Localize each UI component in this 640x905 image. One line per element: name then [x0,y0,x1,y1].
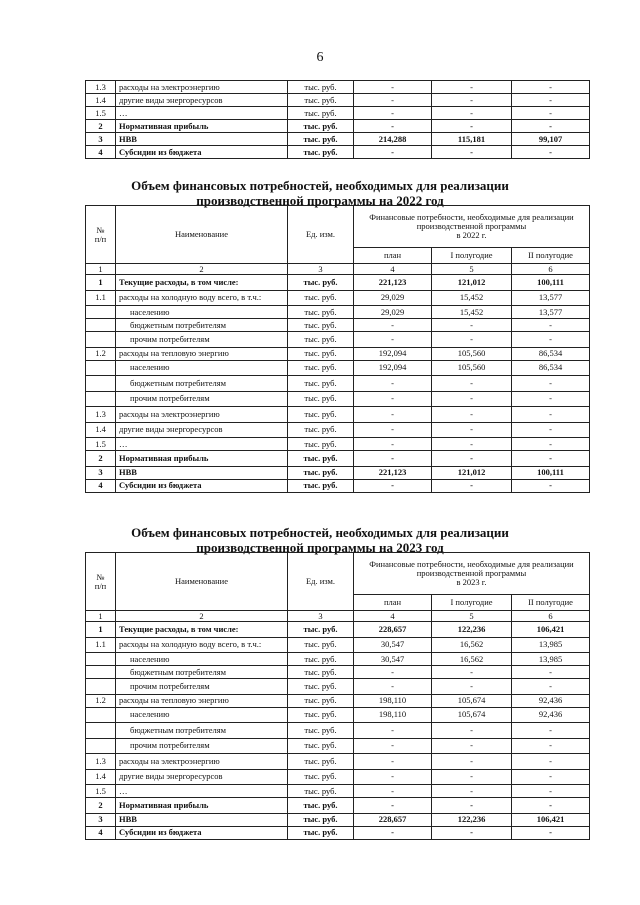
row-unit: тыс. руб. [288,376,354,392]
row-name: … [116,785,288,798]
row-plan-value: - [354,407,432,423]
row-unit: тыс. руб. [288,94,354,107]
row-name: населению [116,653,288,666]
row-number: 1.5 [86,785,116,798]
row-h1-value: 16,562 [432,653,512,666]
row-number: 2 [86,798,116,814]
row-plan-value: 198,110 [354,694,432,707]
row-plan-value: 30,547 [354,653,432,666]
row-number [86,666,116,679]
table-row [86,120,590,133]
header-name: Наименование [116,553,288,611]
row-name: Субсидии из бюджета [116,826,288,839]
row-number: 1.1 [86,637,116,653]
row-h2-value: 92,436 [512,707,590,723]
table-row [86,146,590,159]
row-unit: тыс. руб. [288,738,354,754]
row-h1-value: - [432,376,512,392]
row-number: 1.2 [86,347,116,360]
header-first-half: I полугодие [432,248,512,264]
row-h2-value: - [512,81,590,94]
row-plan-value: - [354,94,432,107]
table-row [86,679,590,695]
row-h2-value: 100,111 [512,275,590,291]
row-number: 1 [86,622,116,638]
row-unit: тыс. руб. [288,146,354,159]
row-unit: тыс. руб. [288,622,354,638]
row-plan-value: 29,029 [354,290,432,306]
row-h2-value: 13,577 [512,290,590,306]
row-plan-value: 30,547 [354,637,432,653]
row-h2-value: - [512,479,590,492]
row-h1-value: - [432,666,512,679]
row-plan-value: - [354,146,432,159]
row-unit: тыс. руб. [288,107,354,120]
row-unit: тыс. руб. [288,275,354,291]
row-unit: тыс. руб. [288,332,354,348]
column-number: 2 [116,264,288,275]
row-plan-value: - [354,319,432,332]
row-unit: тыс. руб. [288,754,354,770]
row-plan-value: 221,123 [354,275,432,291]
row-name: расходы на электроэнергию [116,407,288,423]
table-row [86,466,590,479]
row-h1-value: - [432,391,512,407]
row-h2-value: 86,534 [512,360,590,376]
row-name: расходы на холодную воду всего, в т.ч.: [116,290,288,306]
table-row [86,707,590,723]
row-unit: тыс. руб. [288,694,354,707]
row-h1-value: 105,674 [432,694,512,707]
row-h1-value: - [432,332,512,348]
row-name: расходы на тепловую энергию [116,347,288,360]
table-row [86,290,590,306]
row-plan-value: - [354,451,432,467]
row-name: прочим потребителям [116,391,288,407]
row-h1-value: 115,181 [432,133,512,146]
table-row [86,438,590,451]
row-number: 3 [86,466,116,479]
row-unit: тыс. руб. [288,391,354,407]
row-h1-value: - [432,319,512,332]
row-unit: тыс. руб. [288,723,354,739]
row-unit: тыс. руб. [288,813,354,826]
row-h1-value: - [432,451,512,467]
row-plan-value: - [354,723,432,739]
row-h1-value: - [432,438,512,451]
row-plan-value: 192,094 [354,347,432,360]
row-h2-value: - [512,785,590,798]
table-row [86,723,590,739]
row-h2-value: - [512,107,590,120]
row-h2-value: - [512,666,590,679]
row-name: населению [116,707,288,723]
row-h1-value: 105,674 [432,707,512,723]
column-number: 2 [116,611,288,622]
table-row [86,637,590,653]
table-row [86,391,590,407]
header-unit: Ед. изм. [288,553,354,611]
row-h1-value: - [432,81,512,94]
row-plan-value: 228,657 [354,813,432,826]
row-number: 4 [86,479,116,492]
row-h2-value: - [512,754,590,770]
row-name: населению [116,360,288,376]
row-name: бюджетным потребителям [116,666,288,679]
table-row [86,407,590,423]
row-name: Нормативная прибыль [116,451,288,467]
row-name: населению [116,306,288,319]
row-name: расходы на тепловую энергию [116,694,288,707]
row-h1-value: 122,236 [432,813,512,826]
row-h2-value: 13,577 [512,306,590,319]
row-number [86,306,116,319]
row-h2-value: 13,985 [512,637,590,653]
section-title-2022 [0,178,640,208]
row-h2-value: 92,436 [512,694,590,707]
row-plan-value: - [354,679,432,695]
header-second-half: II полугодие [512,595,590,611]
row-h1-value: 105,560 [432,347,512,360]
row-unit: тыс. руб. [288,785,354,798]
row-h1-value: - [432,94,512,107]
table-row [86,94,590,107]
row-h2-value: 99,107 [512,133,590,146]
row-number: 1.4 [86,422,116,438]
row-number [86,738,116,754]
row-unit: тыс. руб. [288,666,354,679]
row-number [86,360,116,376]
row-h2-value: 100,111 [512,466,590,479]
row-name: прочим потребителям [116,332,288,348]
table-row [86,653,590,666]
row-h1-value: 15,452 [432,306,512,319]
row-number: 1.2 [86,694,116,707]
row-unit: тыс. руб. [288,306,354,319]
row-unit: тыс. руб. [288,637,354,653]
row-number: 1.5 [86,438,116,451]
row-number [86,679,116,695]
continued-table-2021 [85,80,590,159]
header-plan: план [354,595,432,611]
table-row [86,622,590,638]
column-number: 4 [354,264,432,275]
table-row [86,798,590,814]
row-h1-value: 15,452 [432,290,512,306]
row-name: бюджетным потребителям [116,376,288,392]
column-number: 4 [354,611,432,622]
header-financial-needs: Финансовые потребности, необходимые для реализации производственной программы в 2022 г. [354,206,590,248]
row-h2-value: - [512,738,590,754]
row-name: другие виды энергоресурсов [116,94,288,107]
row-h2-value: - [512,94,590,107]
row-name: расходы на электроэнергию [116,81,288,94]
row-name: НВВ [116,813,288,826]
row-h1-value: - [432,754,512,770]
table-row [86,347,590,360]
table-row [86,275,590,291]
row-number: 1.4 [86,769,116,785]
column-number: 1 [86,264,116,275]
row-h2-value: 86,534 [512,347,590,360]
row-plan-value: - [354,120,432,133]
table-row [86,754,590,770]
row-h1-value: - [432,120,512,133]
row-name: Нормативная прибыль [116,120,288,133]
column-number-row [86,611,590,622]
table-row [86,319,590,332]
row-h2-value: - [512,422,590,438]
row-plan-value: - [354,798,432,814]
table-row [86,360,590,376]
row-unit: тыс. руб. [288,826,354,839]
row-number: 4 [86,146,116,159]
column-number: 1 [86,611,116,622]
row-plan-value: 214,288 [354,133,432,146]
row-number: 1.3 [86,754,116,770]
row-number: 4 [86,826,116,839]
table-row [86,332,590,348]
row-plan-value: - [354,769,432,785]
row-h1-value: - [432,479,512,492]
row-unit: тыс. руб. [288,451,354,467]
row-h1-value: - [432,107,512,120]
row-name: НВВ [116,133,288,146]
row-plan-value: 192,094 [354,360,432,376]
header-name: Наименование [116,206,288,264]
row-name: прочим потребителям [116,738,288,754]
row-number [86,391,116,407]
row-number: 1 [86,275,116,291]
row-number [86,723,116,739]
row-unit: тыс. руб. [288,120,354,133]
row-h2-value: 106,421 [512,622,590,638]
row-h1-value: 122,236 [432,622,512,638]
row-unit: тыс. руб. [288,422,354,438]
row-plan-value: - [354,754,432,770]
row-number: 3 [86,813,116,826]
row-h2-value: - [512,451,590,467]
row-plan-value: - [354,107,432,120]
header-number: № п/п [86,553,116,611]
row-number [86,319,116,332]
header-row [86,206,590,248]
row-h2-value: - [512,679,590,695]
finance-table-2022 [85,205,590,493]
section-title-line: Объем финансовых потребностей, необходимых для реализации [131,178,509,193]
row-h2-value: - [512,407,590,423]
row-name: другие виды энергоресурсов [116,422,288,438]
row-h1-value: - [432,723,512,739]
table-row [86,422,590,438]
header-number: № п/п [86,206,116,264]
row-plan-value: - [354,332,432,348]
table-row [86,785,590,798]
row-unit: тыс. руб. [288,290,354,306]
row-number [86,707,116,723]
row-unit: тыс. руб. [288,479,354,492]
row-name: прочим потребителям [116,679,288,695]
table-row [86,376,590,392]
section-title-line: Объем финансовых потребностей, необходимых для реализации [131,525,509,540]
row-name: бюджетным потребителям [116,319,288,332]
row-plan-value: 221,123 [354,466,432,479]
row-unit: тыс. руб. [288,81,354,94]
column-number: 5 [432,264,512,275]
row-plan-value: - [354,826,432,839]
row-number: 1.3 [86,81,116,94]
row-name: другие виды энергоресурсов [116,769,288,785]
row-unit: тыс. руб. [288,319,354,332]
row-name: … [116,107,288,120]
column-number: 5 [432,611,512,622]
row-h2-value: - [512,391,590,407]
row-h1-value: - [432,738,512,754]
header-first-half: I полугодие [432,595,512,611]
row-h1-value: - [432,679,512,695]
row-h2-value: - [512,319,590,332]
row-h2-value: 13,985 [512,653,590,666]
table-row [86,81,590,94]
row-plan-value: 198,110 [354,707,432,723]
row-h1-value: - [432,769,512,785]
row-h2-value: - [512,438,590,451]
column-number-row [86,264,590,275]
row-name: Субсидии из бюджета [116,146,288,159]
header-unit: Ед. изм. [288,206,354,264]
row-plan-value: 29,029 [354,306,432,319]
row-plan-value: - [354,785,432,798]
row-unit: тыс. руб. [288,653,354,666]
row-plan-value: - [354,479,432,492]
finance-table-2023 [85,552,590,840]
row-number [86,376,116,392]
row-plan-value: - [354,422,432,438]
row-name: Нормативная прибыль [116,798,288,814]
table-row [86,479,590,492]
row-number: 1.5 [86,107,116,120]
row-h1-value: - [432,146,512,159]
row-number [86,332,116,348]
row-unit: тыс. руб. [288,360,354,376]
row-h2-value: - [512,146,590,159]
row-h2-value: - [512,769,590,785]
table-row [86,694,590,707]
header-plan: план [354,248,432,264]
row-unit: тыс. руб. [288,407,354,423]
row-h1-value: 121,012 [432,466,512,479]
row-plan-value: - [354,438,432,451]
row-h2-value: - [512,723,590,739]
row-number: 3 [86,133,116,146]
row-h2-value: - [512,120,590,133]
row-plan-value: 228,657 [354,622,432,638]
row-h2-value: - [512,798,590,814]
table-row [86,826,590,839]
row-h1-value: - [432,407,512,423]
row-unit: тыс. руб. [288,679,354,695]
row-unit: тыс. руб. [288,133,354,146]
row-unit: тыс. руб. [288,798,354,814]
page-number: 6 [316,50,324,65]
table-row [86,813,590,826]
row-name: НВВ [116,466,288,479]
row-h2-value: 106,421 [512,813,590,826]
table-row [86,738,590,754]
row-h1-value: 105,560 [432,360,512,376]
row-number: 2 [86,120,116,133]
row-plan-value: - [354,738,432,754]
section-title-line: производственной программы на 2023 год [196,540,444,555]
row-plan-value: - [354,391,432,407]
row-h2-value: - [512,376,590,392]
section-title-2023 [0,525,640,555]
row-name: … [116,438,288,451]
row-h1-value: - [432,826,512,839]
column-number: 6 [512,611,590,622]
row-h2-value: - [512,826,590,839]
row-h2-value: - [512,332,590,348]
row-name: Текущие расходы, в том числе: [116,275,288,291]
table-row [86,666,590,679]
row-name: бюджетным потребителям [116,723,288,739]
header-second-half: II полугодие [512,248,590,264]
table-row [86,133,590,146]
table-row [86,451,590,467]
row-h1-value: - [432,422,512,438]
row-unit: тыс. руб. [288,466,354,479]
section-title-line: производственной программы на 2022 год [196,193,444,208]
row-name: расходы на электроэнергию [116,754,288,770]
column-number: 3 [288,264,354,275]
row-plan-value: - [354,81,432,94]
row-h1-value: - [432,785,512,798]
row-number: 1.4 [86,94,116,107]
row-name: Текущие расходы, в том числе: [116,622,288,638]
row-name: Субсидии из бюджета [116,479,288,492]
row-h1-value: 16,562 [432,637,512,653]
row-plan-value: - [354,376,432,392]
header-row [86,553,590,595]
table-row [86,306,590,319]
table-row [86,769,590,785]
row-unit: тыс. руб. [288,438,354,451]
row-number: 2 [86,451,116,467]
row-unit: тыс. руб. [288,769,354,785]
row-plan-value: - [354,666,432,679]
row-unit: тыс. руб. [288,707,354,723]
row-h1-value: 121,012 [432,275,512,291]
row-h1-value: - [432,798,512,814]
column-number: 3 [288,611,354,622]
table-row [86,107,590,120]
header-financial-needs: Финансовые потребности, необходимые для реализации производственной программы в 2023 г. [354,553,590,595]
row-number: 1.3 [86,407,116,423]
row-number: 1.1 [86,290,116,306]
row-name: расходы на холодную воду всего, в т.ч.: [116,637,288,653]
row-unit: тыс. руб. [288,347,354,360]
column-number: 6 [512,264,590,275]
row-number [86,653,116,666]
